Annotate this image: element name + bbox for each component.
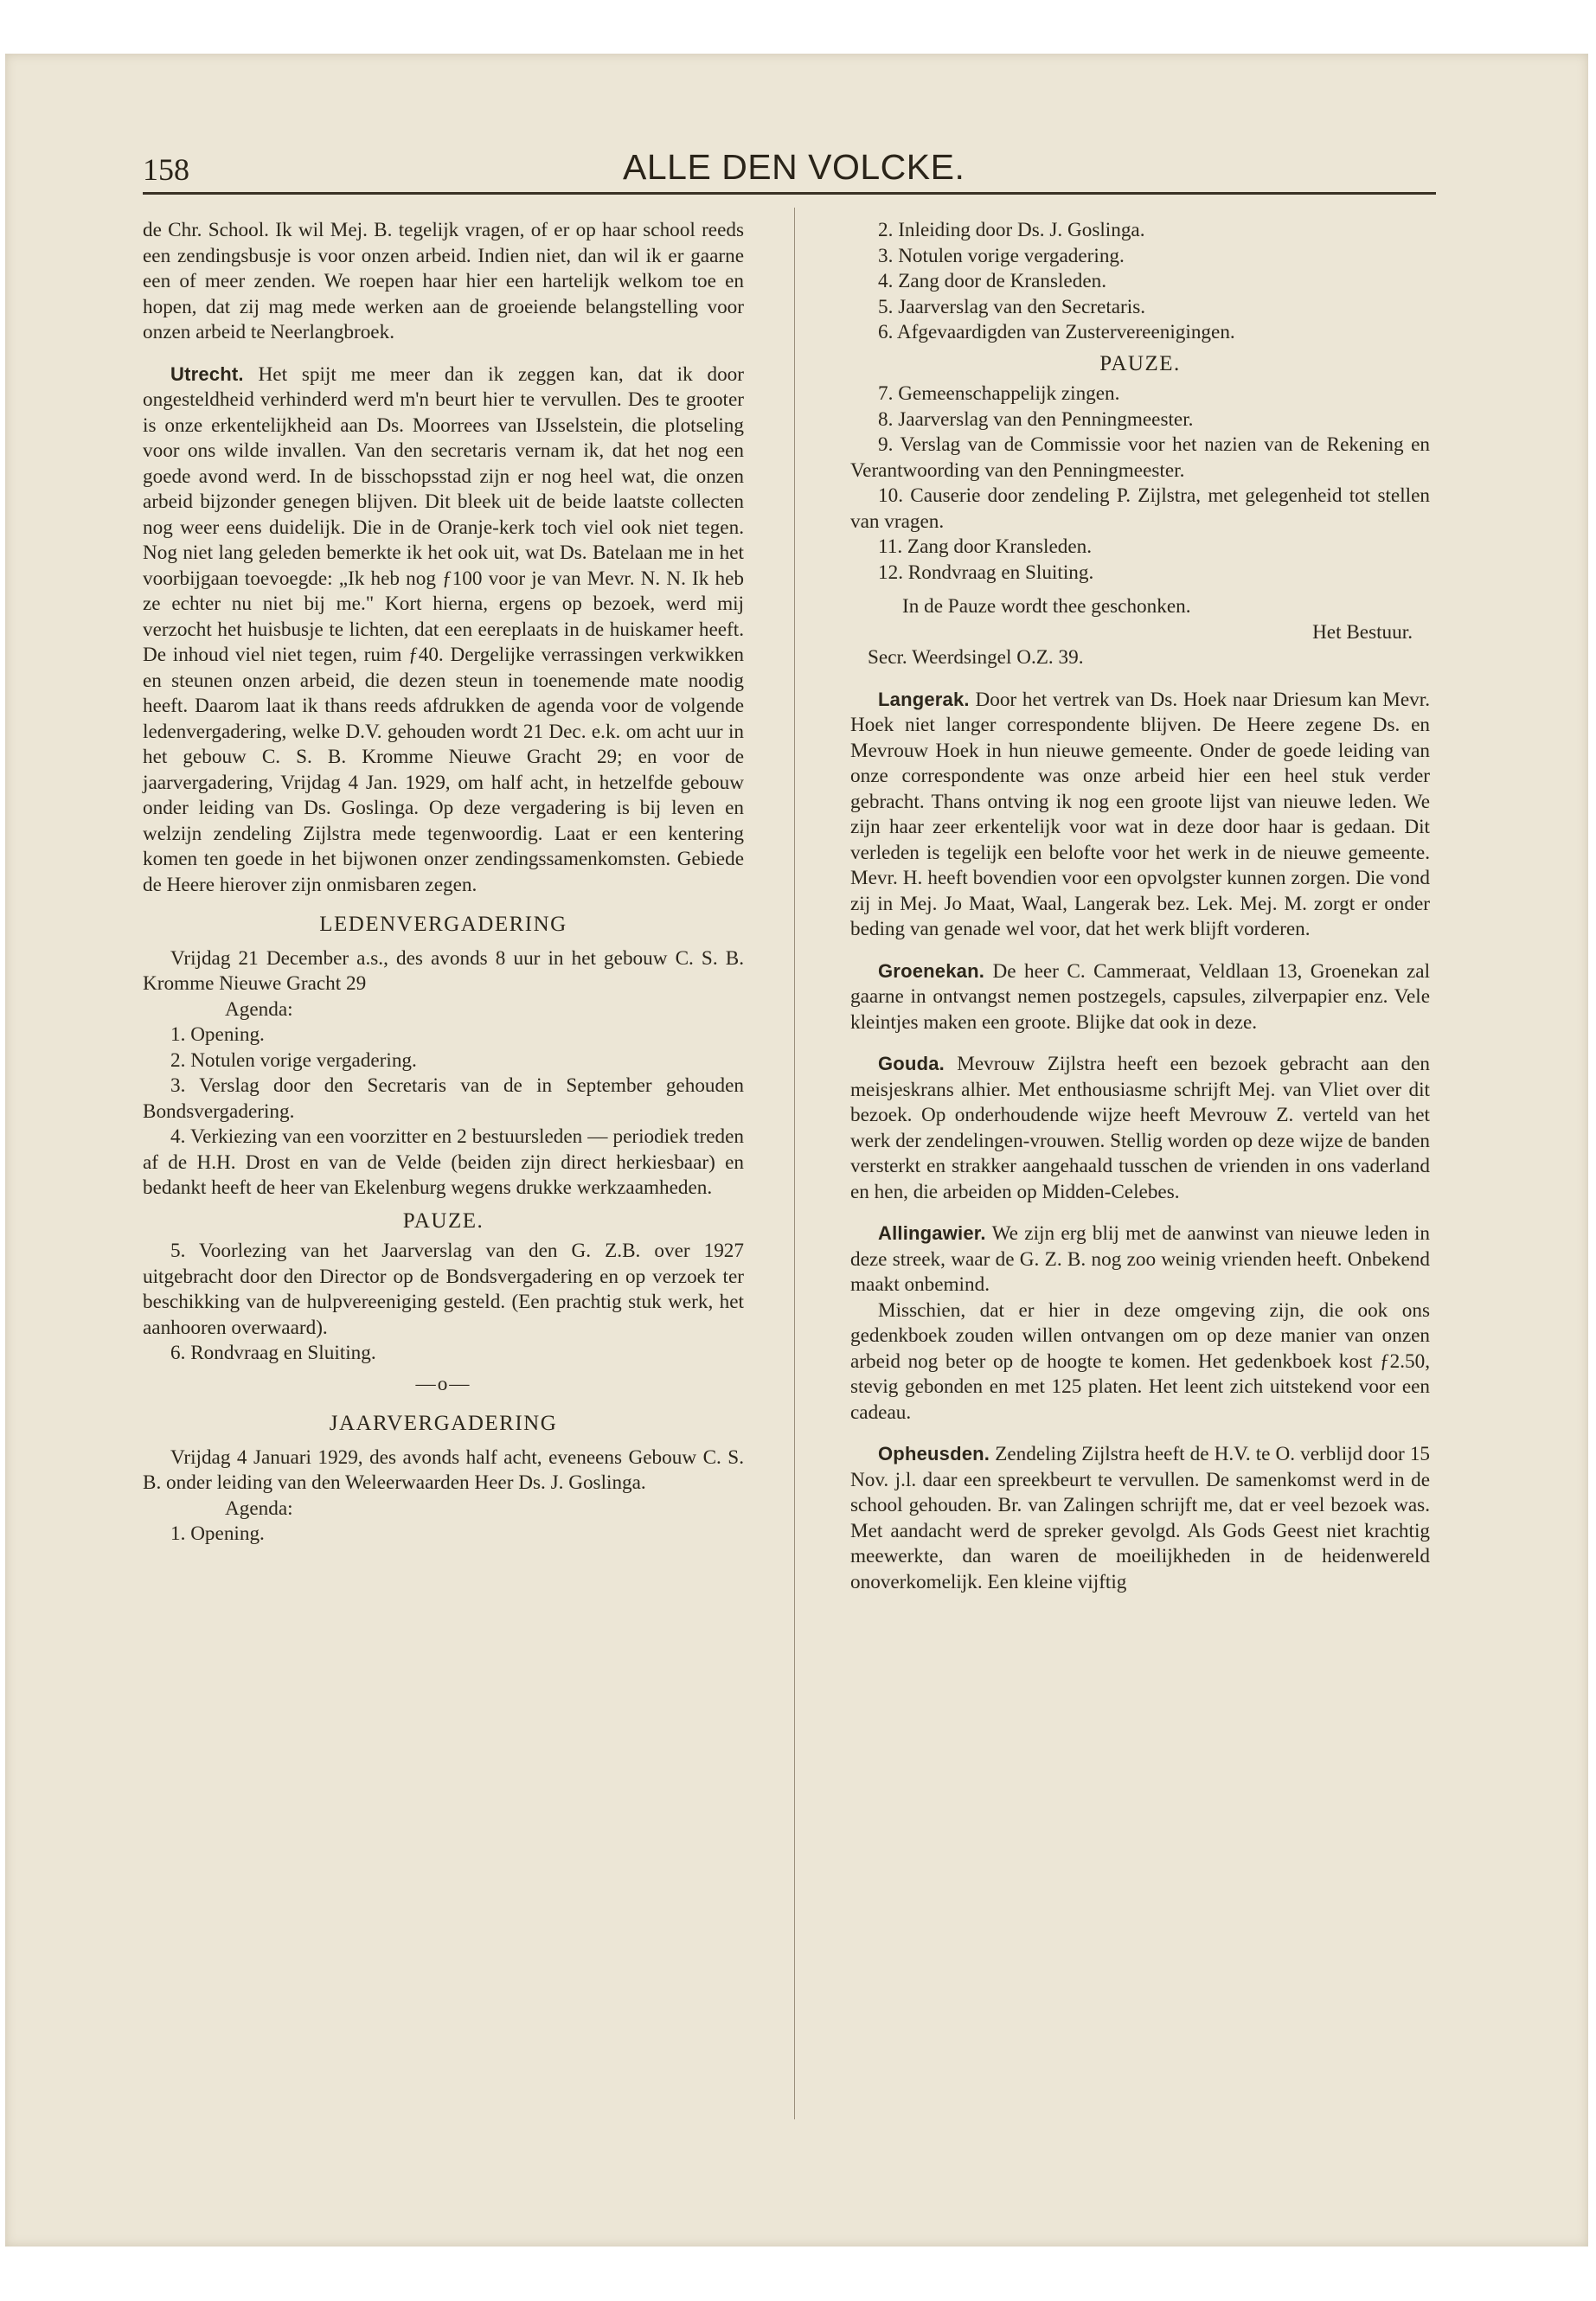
agenda-item: 1. Opening. bbox=[170, 1522, 265, 1545]
left-column bbox=[143, 218, 744, 1548]
agenda-item: 5. Jaarverslag van den Secretaris. bbox=[878, 295, 1146, 318]
allingawier-text-2: Misschien, dat er hier in deze omgeving zijn, die ook ons gedenkboek zouden willen ontvangen om op deze manier van onzen arbeid nog beter op de hoogte te komen. Het gedenkboek kost ƒ2.50, stevig gebonden en met 125 platen. Het leent zich uitstekend voor een cadeau. bbox=[850, 1298, 1430, 1424]
allingawier-text: We zijn erg blij met de aanwinst van nieuwe leden in deze streek, waar de G. Z. B. nog zoo weinig vrienden heeft. Onbekend maakt onbemind. bbox=[850, 1222, 1430, 1296]
page-number: 158 bbox=[143, 152, 189, 187]
agenda-item: 7. Gemeenschappelijk zingen. bbox=[878, 382, 1120, 405]
agenda-item: 11. Zang door Kransleden. bbox=[878, 535, 1093, 558]
agenda-item: 12. Rondvraag en Sluiting. bbox=[878, 561, 1094, 584]
intro-paragraph: de Chr. School. Ik wil Mej. B. tegelijk vragen, of er op haar school reeds een zendingsbusje is voor onzen arbeid. Indien niet, dan wil ik er gaarne een of meer zenden. We roepen haar hier een hartelijk welkom toe en hopen, dat zij mag mede werken aan de groeiende belangstelling voor onzen arbeid te Neerlangbroek. bbox=[143, 219, 744, 343]
gouda-place: Gouda. bbox=[878, 1053, 945, 1074]
agenda-item: 9. Verslag van de Commissie voor het nazien van de Rekening en Verantwoording van den Penningmeester. bbox=[850, 433, 1430, 482]
allingawier-place: Allingawier. bbox=[878, 1222, 986, 1244]
pauze-note: In de Pauze wordt thee geschonken. bbox=[902, 595, 1191, 618]
ledenvergadering-heading: LEDENVERGADERING bbox=[319, 913, 567, 936]
groenekan-place: Groenekan. bbox=[878, 959, 985, 982]
agenda-item: 4. Zang door de Kransleden. bbox=[878, 270, 1106, 292]
agenda-item: 6. Rondvraag en Sluiting. bbox=[170, 1342, 376, 1364]
agenda-item: 3. Notulen vorige vergadering. bbox=[878, 244, 1125, 267]
jaarvergadering-heading: JAARVERGADERING bbox=[329, 1412, 558, 1435]
agenda-item: 2. Inleiding door Ds. J. Goslinga. bbox=[878, 219, 1145, 241]
utrecht-text: Het spijt me meer dan ik zeggen kan, dat ik door ongesteldheid verhinderd werd m'n beurt hier te vervullen. Des te grooter is onze erkentelijkheid aan Ds. Moorrees van IJsselstein, die plotseling voor ons wilde invallen. Van den secretaris vernam ik, dat het nog een goede avond werd. In de bisschopsstad zijn er nog heel wat, die onzen arbeid bijzonder genegen blijven. Dit bleek uit de beide laatste collecten nog weer eens duidelijk. Die in de Oranje-kerk toch viel ook niet tegen. Nog niet lang geleden bemerkte ik het ook uit, wat Ds. Batelaan me in het voorbijgaan toevoegde: „Ik heb nog ƒ100 voor je van Mevr. N. N. Ik heb ze echter nu niet bij me." Kort hierna, ergens op bezoek, werd mij verzocht het huisbusje te lichten, dat een eereplaats in de huiskamer heeft. De inhoud viel niet tegen, ruim ƒ40. Dergelijke verrassingen verkwikken en steunen onzen arbeid, die dezen steun in toenemende mate noodig heeft. Daarom laat ik thans reeds afdrukken de agenda voor de volgende ledenvergadering, welke D.V. gehouden wordt 21 Dec. e.k. om acht uur in het gebouw C. S. B. Kromme Nieuwe Gracht 29; en voor de jaarvergadering, Vrijdag 4 Jan. 1929, om half acht, in hetzelfde gebouw onder leiding van Ds. Goslinga. Op deze vergadering is bij leven en welzijn zendeling Zijlstra mede tegenwoordig. Laat er een kentering komen ten goede in het bijwonen onzer zendingssamenkomsten. Gebiede de Heere hierover zijn onmisbaren zegen. bbox=[143, 362, 744, 896]
groenekan-text: De heer C. Cammeraat, Veldlaan 13, Groenekan zal gaarne in ontvangst nemen postzegels, capsules, zilverpapier enz. Vele kleintjes maken een groote. Blijke dat ook in deze. bbox=[850, 959, 1431, 1034]
utrecht-place: Utrecht. bbox=[170, 362, 244, 385]
pauze-label: PAUZE. bbox=[1099, 351, 1181, 375]
agenda-item: 1. Opening. bbox=[170, 1023, 265, 1046]
secretary-address: Secr. Weerdsingel O.Z. 39. bbox=[868, 646, 1084, 669]
jaar-agenda-label: Agenda: bbox=[225, 1497, 293, 1520]
running-title: ALLE DEN VOLCKE. bbox=[623, 147, 965, 187]
agenda-item: 2. Notulen vorige vergadering. bbox=[170, 1048, 417, 1072]
ledenvergadering-intro: Vrijdag 21 December a.s., des avonds 8 uur in het gebouw C. S. B. Kromme Nieuwe Gracht 29 bbox=[143, 946, 744, 995]
langerak-place: Langerak. bbox=[878, 688, 970, 710]
groenekan-section bbox=[850, 958, 1430, 1036]
opheusden-section bbox=[850, 1441, 1430, 1595]
agenda-item: 3. Verslag door den Secretaris van de in September gehouden Bondsvergadering. bbox=[143, 1074, 744, 1123]
agenda-item: 6. Afgevaardigden van Zustervereenigingen. bbox=[878, 321, 1235, 343]
gouda-section bbox=[850, 1051, 1430, 1205]
utrecht-section bbox=[143, 362, 744, 899]
langerak-text: Door het vertrek van Ds. Hoek naar Driesum kan Mevr. Hoek niet langer correspondente blijven. De Heere zegene Ds. en Mevrouw Hoek in hun nieuwe gemeente. Onder de goede leiding van onze correspondente was onze arbeid hier een heel stuk verder gebracht. Thans ontving ik nog een groote lijst van nieuwe leden. We zijn haar zeer erkentelijk voor wat in deze door haar is gedaan. Dit verleden is tegelijk een belofte voor het werk in de nieuwe gemeente. Mevr. H. heeft bovendien voor een opvolgster kunnen zorgen. Die vond zij in Mej. Jo Maat, Waal, Langerak bez. Lek. Mej. M. zorgt er onder beding van genade wel voor, dat het werk blijft vorderen. bbox=[850, 688, 1431, 940]
allingawier-section bbox=[850, 1221, 1430, 1298]
separator: —o— bbox=[415, 1372, 471, 1395]
column-divider bbox=[794, 208, 795, 2119]
opheusden-place: Opheusden. bbox=[878, 1443, 990, 1465]
right-column bbox=[850, 218, 1430, 1595]
agenda-item: 4. Verkiezing van een voorzitter en 2 bestuursleden — periodiek treden af de H.H. Drost en van de Velde (beiden zijn direct herkiesbaar) en bedankt heeft de heer van Ekelenburg wegens drukke werkzaamheden. bbox=[143, 1125, 744, 1199]
header-rule bbox=[143, 192, 1436, 195]
agenda-item: 8. Jaarverslag van den Penningmeester. bbox=[878, 407, 1194, 431]
pauze-label: PAUZE. bbox=[402, 1208, 484, 1233]
agenda-item: 10. Causerie door zendeling P. Zijlstra, met gelegenheid tot stellen van vragen. bbox=[850, 484, 1430, 533]
agenda-label: Agenda: bbox=[225, 997, 293, 1021]
opheusden-text: Zendeling Zijlstra heeft de H.V. te O. verblijd door 15 Nov. j.l. daar een spreekbeurt te vervullen. De samenkomst werd in de school gehouden. Br. van Zalingen schrijft me, dat er veel bezoek was. Met aandacht werd de spreker gevolgd. Als Gods Geest niet krachtig meewerkte, dan waren de moeilijkheden in de heidenwereld onoverkomelijk. Een kleine vijftig bbox=[850, 1443, 1431, 1593]
langerak-section bbox=[850, 687, 1430, 943]
jaarvergadering-intro: Vrijdag 4 Januari 1929, des avonds half acht, eveneens Gebouw C. S. B. onder leiding van den Weleerwaarden Heer Ds. J. Goslinga. bbox=[143, 1445, 744, 1494]
signature: Het Bestuur. bbox=[1312, 620, 1413, 644]
gouda-text: Mevrouw Zijlstra heeft een bezoek gebracht aan den meisjeskrans alhier. Met enthousiasme schrijft Mej. van Vliet over dit bezoek. Op onderhoudende wijze heeft Mevrouw Z. verteld van het werk der zendelingen-vrouwen. Stellig worden op deze wijze de banden versterkt en strakker aangehaald tusschen de vrienden in ons vaderland en hen, die arbeiden op Midden-Celebes. bbox=[850, 1053, 1430, 1203]
agenda-item: 5. Voorlezing van het Jaarverslag van den G. Z.B. over 1927 uitgebracht door den Director op de Bondsvergadering en op verzoek ter beschikking van de hulpvereeniging gesteld. (Een prachtig stuk werk, het aanhooren overwaard). bbox=[143, 1240, 744, 1339]
